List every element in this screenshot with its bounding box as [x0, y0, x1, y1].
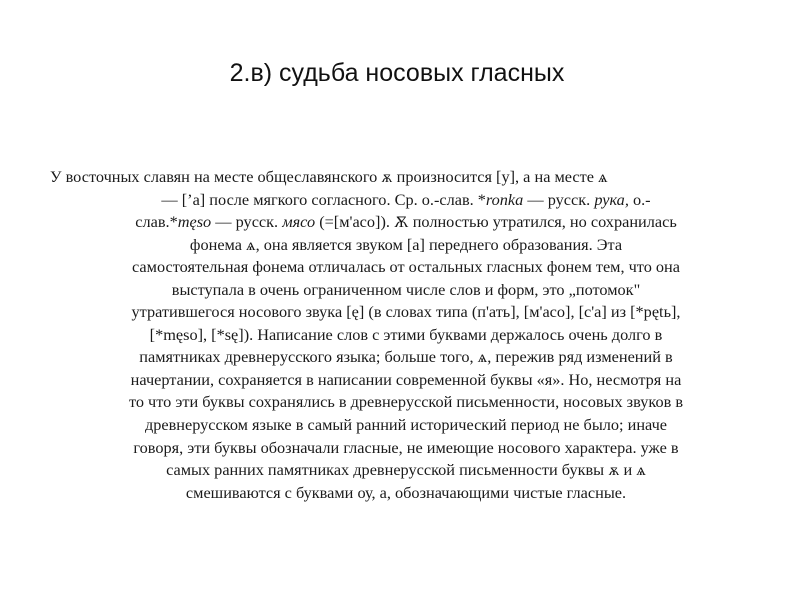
paragraph-line: [50, 324, 762, 347]
paragraph-line: [50, 211, 762, 234]
text-run: о.-: [628, 189, 651, 209]
italic-text: рука,: [594, 189, 629, 209]
text-run: начертании, сохраняется в написании современной буквы «я». Но, несмотря на: [130, 369, 682, 389]
paragraph-line: [50, 256, 762, 279]
italic-text: męso: [177, 212, 212, 232]
italic-text: мясо: [282, 212, 316, 232]
paragraph-line: [50, 189, 762, 212]
paragraph-line: [50, 279, 762, 302]
text-run: У восточных славян на месте общеславянского ѫ произносится [у], а на месте ѧ: [50, 167, 608, 186]
paragraph-line: [50, 166, 762, 189]
text-run: самостоятельная фонема отличалась от остальных гласных фонем тем, что она: [132, 257, 680, 277]
text-run: утратившегося носового звука [ę] (в словах типа (п'ать], [м'асо], [с'а] из [*pętь],: [131, 302, 681, 322]
slide-title: 2.в) судьба носовых гласных: [229, 59, 565, 87]
paragraph-line: [50, 369, 762, 392]
text-run: памятниках древнерусского языка; больше того, ѧ, пережив ряд изменений в: [139, 347, 673, 367]
text-run: говоря, эти буквы обозначали гласные, не имеющие носового характера. уже в: [133, 437, 679, 457]
text-run: слав.*: [135, 212, 178, 232]
text-run: (=[м'асо]). Ѫ полностью утратился, но сохранилась: [315, 212, 677, 232]
italic-text: ronka: [485, 189, 524, 209]
paragraph-line: [50, 346, 762, 369]
text-run: выступала в очень ограниченном числе слов и форм, это „потомок": [171, 279, 641, 299]
paragraph-line: [50, 459, 762, 482]
paragraph-line: [50, 414, 762, 437]
text-run: [*męso], [*sę]). Написание слов с этими буквами держалось очень долго в: [149, 324, 663, 344]
paragraph-line: [50, 437, 762, 460]
paragraph-line: [50, 234, 762, 257]
paragraph-line: [50, 391, 762, 414]
text-run: древнерусском языке в самый ранний исторический период не было; иначе: [144, 415, 668, 435]
text-run: — русск.: [523, 189, 595, 209]
text-run: то что эти буквы сохранялись в древнерусской письменности, носовых звуков в: [128, 392, 684, 412]
slide-body: [50, 166, 762, 504]
text-run: смешиваются с буквами оу, а, обозначающими чистые гласные.: [185, 482, 627, 502]
text-run: самых ранних памятниках древнерусской письменности буквы ѫ и ѧ: [166, 460, 646, 480]
paragraph-line: [50, 301, 762, 324]
text-run: — русск.: [211, 212, 283, 232]
text-run: — [’а] после мягкого согласного. Ср. о.-слав. *: [161, 189, 486, 209]
text-run: фонема ѧ, она является звуком [а] переднего образования. Эта: [189, 234, 623, 254]
paragraph-line: [50, 482, 762, 505]
